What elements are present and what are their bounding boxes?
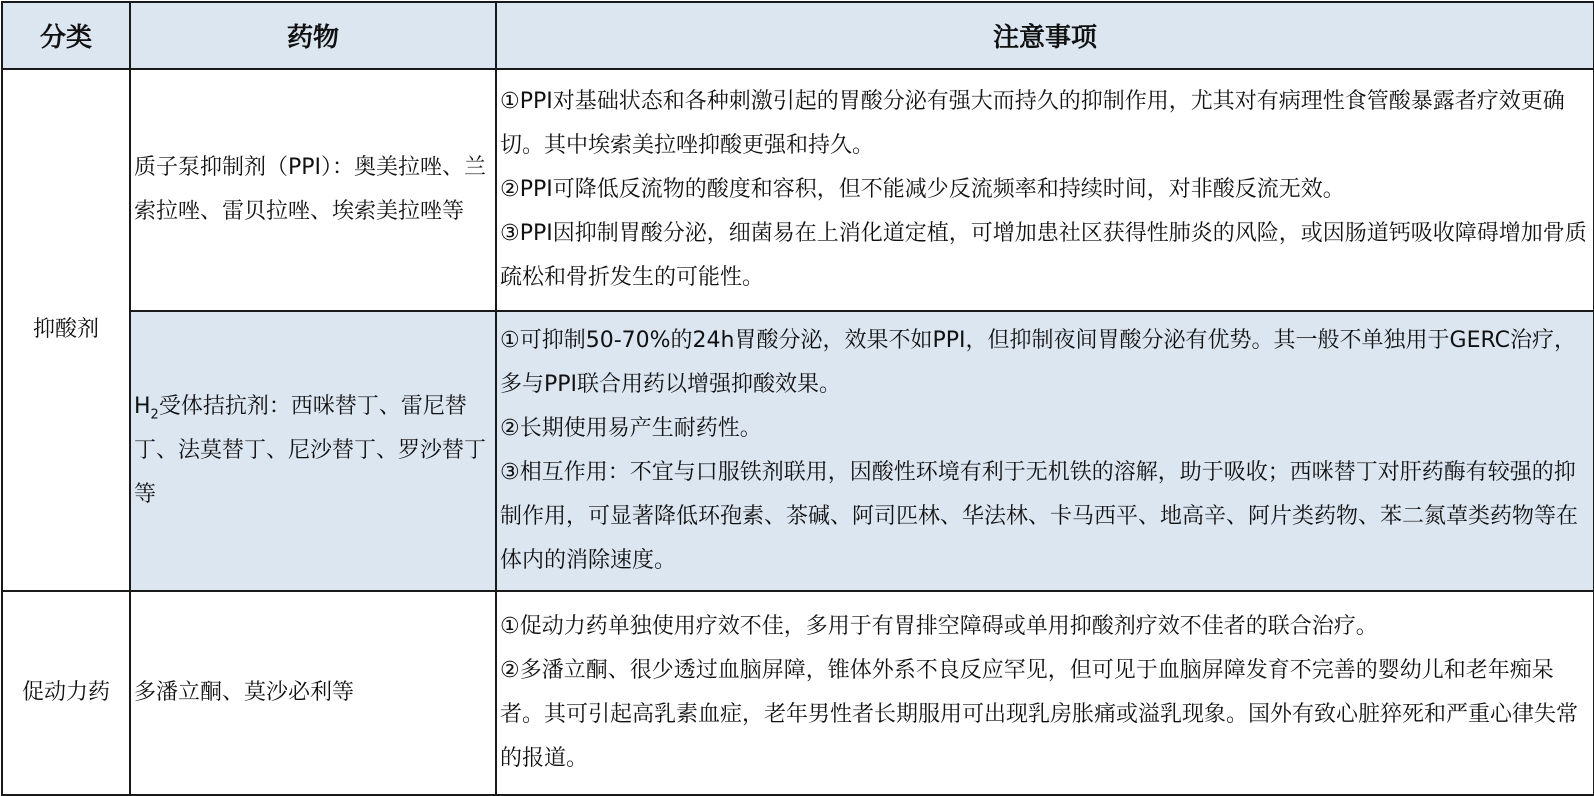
note-item: ②长期使用易产生耐药性。 <box>500 416 762 441</box>
drug-cell <box>130 311 496 591</box>
drug-table-container <box>1 1 1593 794</box>
note-item: ①可抑制50-70%的24h胃酸分泌，效果不如PPI，但抑制夜间胃酸分泌有优势。其一般不单独用于GERC治疗，多与PPI联合用药以增强抑酸效果。 <box>500 328 1577 397</box>
table-header-row <box>2 2 1594 69</box>
note-item: ①促动力药单独使用疗效不佳，多用于有胃排空障碍或单用抑酸剂疗效不佳者的联合治疗。 <box>500 614 1378 639</box>
notes-cell <box>496 311 1594 591</box>
drug-cell: 质子泵抑制剂（PPI）：奥美拉唑、兰索拉唑、雷贝拉唑、埃索美拉唑等 <box>130 69 496 311</box>
note-item: ③PPI因抑制胃酸分泌，细菌易在上消化道定植，可增加患社区获得性肺炎的风险，或因肠道钙吸收障碍增加骨质疏松和骨折发生的可能性。 <box>500 221 1587 290</box>
drug-notes-table <box>1 1 1594 796</box>
header-category: 分类 <box>2 2 130 69</box>
header-notes: 注意事项 <box>496 2 1594 69</box>
drug-rest: 受体拮抗剂：西咪替丁、雷尼替丁、法莫替丁、尼沙替丁、罗沙替丁等 <box>134 394 487 507</box>
category-cell: 抑酸剂 <box>2 69 130 591</box>
table-row <box>2 69 1594 311</box>
table-row <box>2 311 1594 591</box>
note-item: ①PPI对基础状态和各种刺激引起的胃酸分泌有强大而持久的抑制作用，尤其对有病理性食管酸暴露者疗效更确切。其中埃索美拉唑抑酸更强和持久。 <box>500 89 1565 158</box>
notes-cell <box>496 69 1594 311</box>
note-item: ③相互作用：不宜与口服铁剂联用，因酸性环境有利于无机铁的溶解，助于吸收；西咪替丁对肝药酶有较强的抑制作用，可显著降低环孢素、茶碱、阿司匹林、华法林、卡马西平、地高辛、阿片类药物、苯二氮䓬类药物等在体内的消除速度。 <box>500 460 1579 573</box>
note-item: ②多潘立酮、很少透过血脑屏障，锥体外系不良反应罕见，但可见于血脑屏障发育不完善的婴幼儿和老年痴呆者。其可引起高乳素血症，老年男性者长期服用可出现乳房胀痛或溢乳现象。国外有致心脏猝死和严重心律失常的报道。 <box>500 658 1579 771</box>
drug-cell: 多潘立酮、莫沙必利等 <box>130 591 496 795</box>
notes-cell <box>496 591 1594 795</box>
drug-prefix: H <box>134 394 151 419</box>
drug-subscript: 2 <box>150 407 159 423</box>
note-item: ②PPI可降低反流物的酸度和容积，但不能减少反流频率和持续时间，对非酸反流无效。 <box>500 177 1345 202</box>
table-row <box>2 591 1594 795</box>
category-cell: 促动力药 <box>2 591 130 795</box>
header-drug: 药物 <box>130 2 496 69</box>
